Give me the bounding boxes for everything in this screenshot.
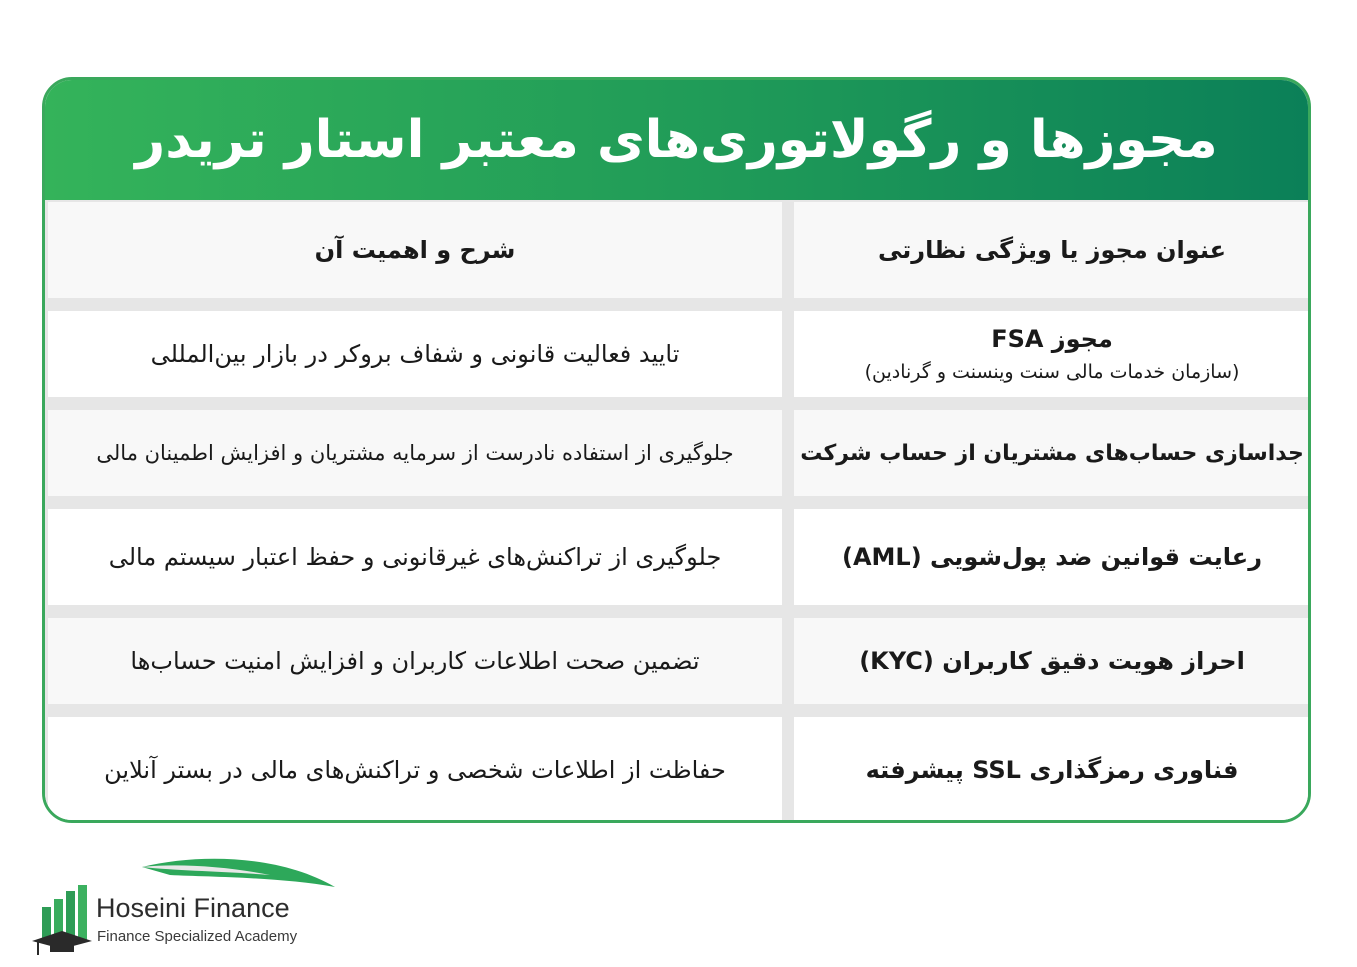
table-row-1-desc	[48, 311, 782, 397]
row-1-subtitle: (سازمان خدمات مالی سنت وینسنت و گرنادین)	[864, 361, 1240, 383]
table-row-1-title	[794, 311, 1310, 397]
row-3-title: رعایت قوانین ضد پول‌شویی (AML)	[841, 543, 1263, 571]
table-row-3-title	[794, 509, 1310, 605]
table-row-2-desc	[48, 410, 782, 496]
page-title: مجوزها و رگولاتوری‌های معتبر استار تریدر	[135, 110, 1218, 170]
row-2-title: جداسازی حساب‌های مشتریان از حساب شرکت	[800, 440, 1304, 466]
licenses-table-card	[42, 77, 1311, 823]
row-4-title: احراز هویت دقیق کاربران (KYC)	[859, 647, 1245, 675]
table-row-4-desc	[48, 618, 782, 704]
brand-tagline: Finance Specialized Academy	[97, 928, 298, 945]
column-header-description	[48, 202, 782, 298]
brand-name: Hoseini Finance	[96, 893, 290, 923]
table-row-4-title	[794, 618, 1310, 704]
leaf-swoosh-icon	[142, 859, 335, 887]
table-header-banner	[45, 80, 1308, 200]
column-header-description-label: شرح و اهمیت آن	[314, 236, 516, 264]
row-1-description: تایید فعالیت قانونی و شفاف بروکر در بازار بین‌المللی	[150, 340, 680, 368]
row-1-title: مجوز FSA	[991, 325, 1113, 353]
row-5-title: فناوری رمزگذاری SSL پیشرفته	[865, 756, 1239, 784]
column-header-title-label: عنوان مجوز یا ویژگی نظارتی	[877, 236, 1227, 264]
licenses-table	[45, 200, 1308, 823]
table-row-3-desc	[48, 509, 782, 605]
row-3-description: جلوگیری از تراکنش‌های غیرقانونی و حفظ اعتبار سیستم مالی	[108, 543, 722, 571]
column-header-title	[794, 202, 1310, 298]
table-row-2-title	[794, 410, 1310, 496]
row-2-description: جلوگیری از استفاده نادرست از سرمایه مشتریان و افزایش اطمینان مالی	[96, 441, 734, 465]
table-row-5-title	[794, 717, 1310, 823]
row-4-description: تضمین صحت اطلاعات کاربران و افزایش امنیت حساب‌ها	[130, 647, 700, 675]
row-5-description: حفاظت از اطلاعات شخصی و تراکنش‌های مالی در بستر آنلاین	[104, 756, 726, 784]
table-row-5-desc	[48, 717, 782, 823]
